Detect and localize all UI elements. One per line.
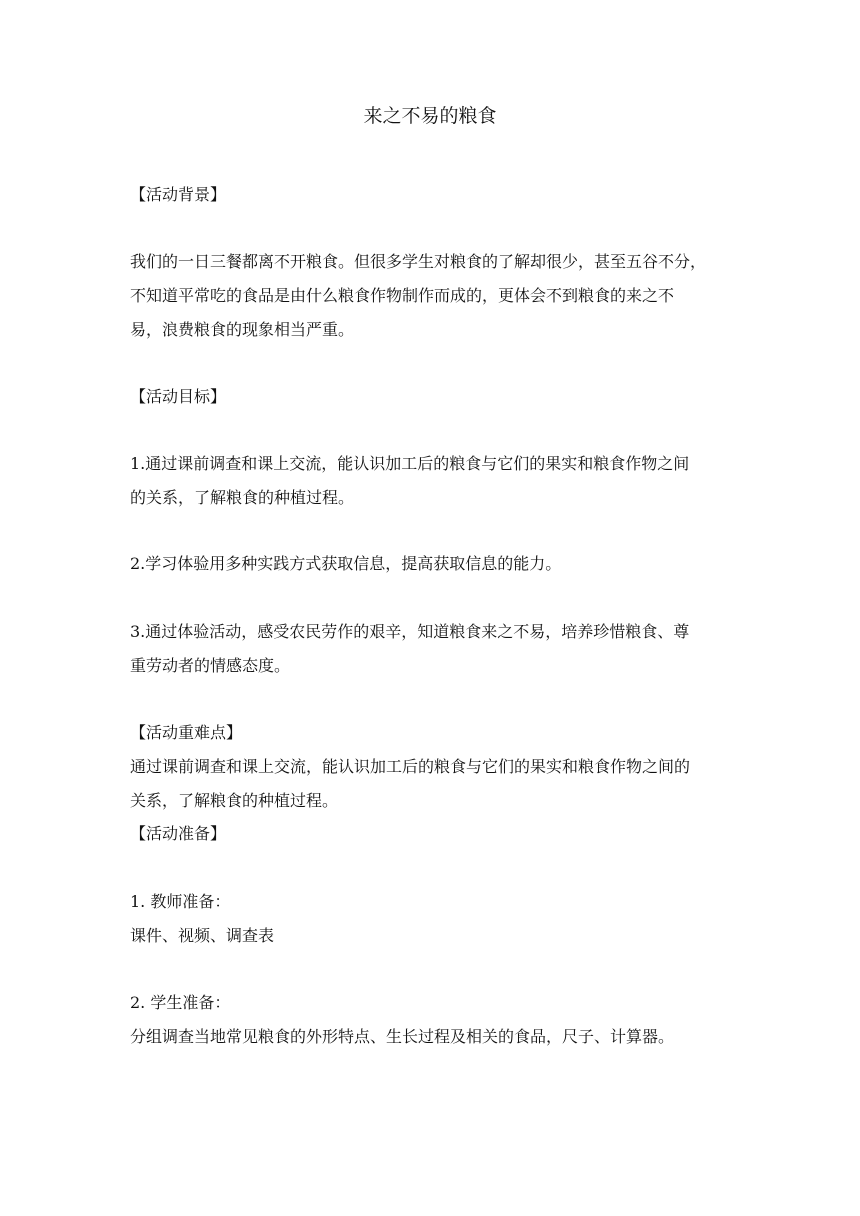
section-heading-background: 【活动背景】 bbox=[130, 185, 227, 204]
student-prep-label: 2. 学生准备： bbox=[130, 993, 231, 1012]
goal-3-line-2: 重劳动者的情感态度。 bbox=[130, 656, 291, 675]
keypoints-line-1: 通过课前调查和课上交流，能认识加工后的粮食与它们的果实和粮食作物之间的 bbox=[130, 757, 691, 776]
teacher-prep-label: 1. 教师准备： bbox=[130, 892, 231, 911]
goal-1-line-1: 1.通过课前调查和课上交流，能认识加工后的粮食与它们的果实和粮食作物之间 bbox=[130, 454, 690, 473]
teacher-prep-items: 课件、视频、调查表 bbox=[130, 926, 275, 945]
keypoints-line-2: 关系，了解粮食的种植过程。 bbox=[130, 791, 339, 810]
section-heading-keypoints: 【活动重难点】 bbox=[130, 723, 243, 742]
student-prep-items: 分组调查当地常见粮食的外形特点、生长过程及相关的食品，尺子、计算器。 bbox=[130, 1027, 675, 1046]
background-text-line-1: 我们的一日三餐都离不开粮食。但很多学生对粮食的了解却很少，甚至五谷不分， bbox=[130, 252, 707, 271]
section-heading-goals: 【活动目标】 bbox=[130, 387, 227, 406]
goal-3-line-1: 3.通过体验活动，感受农民劳作的艰辛，知道粮食来之不易，培养珍惜粮食、尊 bbox=[130, 622, 690, 641]
section-heading-preparation: 【活动准备】 bbox=[130, 824, 227, 843]
goal-1-line-2: 的关系，了解粮食的种植过程。 bbox=[130, 488, 355, 507]
background-text-line-2: 不知道平常吃的食品是由什么粮食作物制作而成的，更体会不到粮食的来之不 bbox=[130, 286, 675, 305]
document-title: 来之不易的粮食 bbox=[363, 105, 497, 127]
goal-2-line-1: 2.学习体验用多种实践方式获取信息，提高获取信息的能力。 bbox=[130, 554, 562, 573]
background-text-line-3: 易，浪费粮食的现象相当严重。 bbox=[130, 320, 355, 339]
